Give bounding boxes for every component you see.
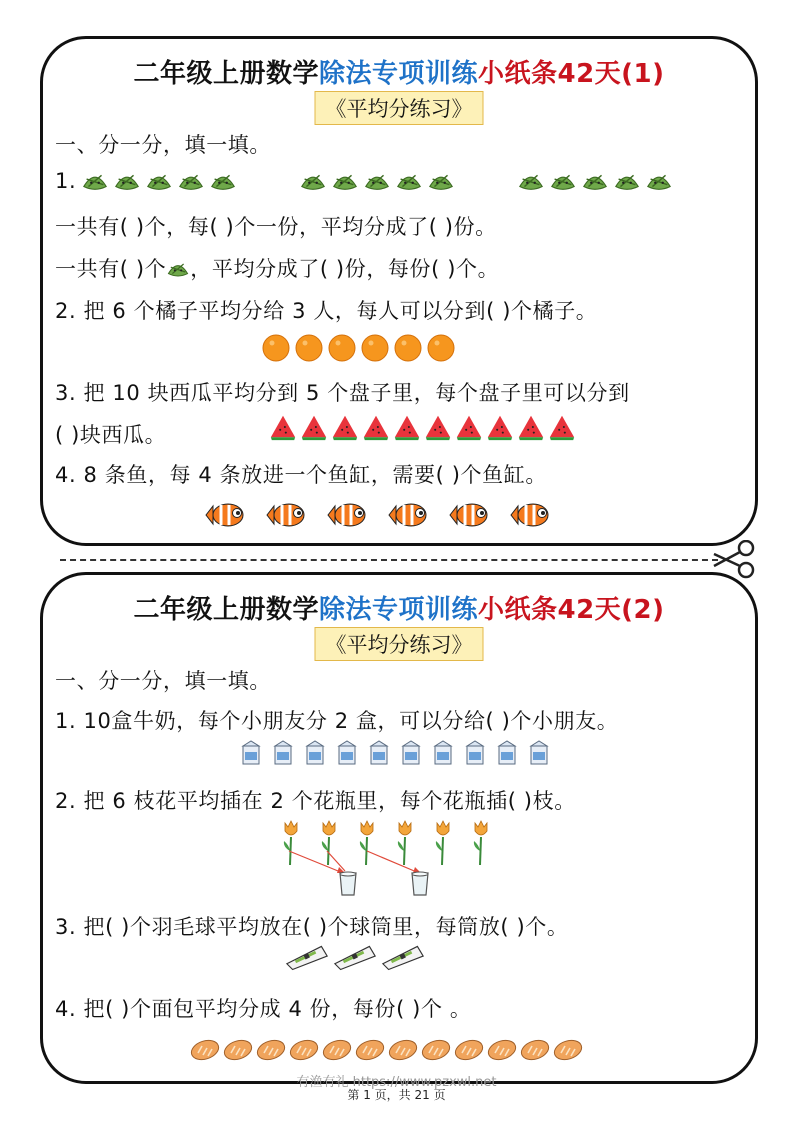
watermelon-icon (269, 413, 297, 441)
zongzi-icon (613, 166, 641, 194)
orange-row (261, 333, 456, 363)
bread-icon (222, 1037, 254, 1063)
worksheet-card-day-2 (40, 572, 758, 1084)
question-2: 2. 把 6 枝花平均插在 2 个花瓶里，每个花瓶插( )枝。 (55, 789, 576, 813)
vase-icon (337, 871, 359, 897)
question-2: 2. 把 6 个橘子平均分给 3 人，每人可以分到( )个橘子。 (55, 299, 598, 323)
orange-icon (360, 333, 390, 363)
zongzi-icon (427, 166, 455, 194)
zongzi-icon (113, 166, 141, 194)
bread-icon (453, 1037, 485, 1063)
question-4: 4. 8 条鱼，每 4 条放进一个鱼缸，需要( )个鱼缸。 (55, 463, 547, 487)
section-heading: 一、分一分，填一填。 (55, 133, 271, 157)
title-topic: 除法专项训练 (318, 595, 478, 625)
fish-icon (508, 501, 552, 529)
watermelon-icon (331, 413, 359, 441)
milk-box-icon (527, 740, 551, 766)
watermelon-row (269, 413, 576, 441)
zongzi-icon (299, 166, 327, 194)
milk-box-icon (303, 740, 327, 766)
title-day: 小纸条42天(2) (477, 595, 665, 625)
zongzi-icon (645, 166, 673, 194)
milk-box-icon (495, 740, 519, 766)
worksheet-card-day-1 (40, 36, 758, 546)
watermelon-icon (393, 413, 421, 441)
milk-row (239, 740, 551, 766)
question-1-number: 1. (55, 169, 77, 193)
zongzi-group-3 (517, 166, 673, 194)
milk-box-icon (367, 740, 391, 766)
bread-icon (387, 1037, 419, 1063)
question-1-line-1: 一共有( )个，每( )个一份，平均分成了( )份。 (55, 215, 497, 239)
zongzi-group-1 (81, 166, 237, 194)
zongzi-icon (81, 166, 109, 194)
title-grade: 二年级上册数学 (133, 595, 319, 625)
bread-icon (486, 1037, 518, 1063)
question-3: 3. 把( )个羽毛球平均放在( )个球筒里，每筒放( )个。 (55, 915, 569, 939)
fish-icon (264, 501, 308, 529)
milk-box-icon (335, 740, 359, 766)
milk-box-icon (239, 740, 263, 766)
bread-icon (255, 1037, 287, 1063)
bread-icon (420, 1037, 452, 1063)
fish-icon (447, 501, 491, 529)
fish-icon (203, 501, 247, 529)
milk-box-icon (271, 740, 295, 766)
watermelon-icon (486, 413, 514, 441)
card-title (43, 589, 755, 626)
fish-icon (386, 501, 430, 529)
tulip-icon (471, 819, 491, 865)
tube-row (283, 943, 427, 971)
watermelon-icon (517, 413, 545, 441)
section-subtitle: 《平均分练习》 (315, 627, 484, 661)
vase-icon (409, 871, 431, 897)
fish-icon (325, 501, 369, 529)
zongzi-icon (209, 166, 237, 194)
question-1-line-2 (55, 253, 499, 283)
section-heading: 一、分一分，填一填。 (55, 669, 271, 693)
zongzi-icon (517, 166, 545, 194)
bread-icon (288, 1037, 320, 1063)
watermelon-icon (455, 413, 483, 441)
zongzi-icon (166, 256, 190, 280)
zongzi-icon (549, 166, 577, 194)
title-topic: 除法专项训练 (318, 59, 478, 89)
bread-icon (552, 1037, 584, 1063)
question-1-line-2-end: ，平均分成了( )份，每份( )个。 (190, 257, 500, 281)
fish-row (203, 501, 552, 529)
cut-line (60, 559, 718, 561)
question-1: 1. 10盒牛奶，每个小朋友分 2 盒，可以分给( )个小朋友。 (55, 709, 619, 733)
orange-icon (393, 333, 423, 363)
bread-icon (354, 1037, 386, 1063)
milk-box-icon (399, 740, 423, 766)
milk-box-icon (463, 740, 487, 766)
zongzi-icon (331, 166, 359, 194)
milk-box-icon (431, 740, 455, 766)
question-3-line-2: ( )块西瓜。 (55, 423, 167, 447)
shuttlecock-tube-icon (379, 943, 427, 971)
orange-icon (327, 333, 357, 363)
footer-watermark: 有渔有礼 https://www.pzxwl.net (296, 1075, 497, 1090)
page-number: 第 1 页，共 21 页 (347, 1088, 446, 1102)
vase-row (337, 871, 431, 897)
zongzi-icon (363, 166, 391, 194)
zongzi-icon (581, 166, 609, 194)
watermelon-icon (548, 413, 576, 441)
orange-icon (261, 333, 291, 363)
watermelon-icon (300, 413, 328, 441)
bread-icon (189, 1037, 221, 1063)
zongzi-icon (395, 166, 423, 194)
bread-row (189, 1037, 584, 1063)
watermelon-icon (424, 413, 452, 441)
question-1-line-2-start: 一共有( )个 (55, 257, 167, 281)
orange-icon (294, 333, 324, 363)
title-grade: 二年级上册数学 (133, 59, 319, 89)
section-subtitle: 《平均分练习》 (315, 91, 484, 125)
card-title (43, 53, 755, 90)
orange-icon (426, 333, 456, 363)
shuttlecock-tube-icon (331, 943, 379, 971)
question-3-line-1: 3. 把 10 块西瓜平均分到 5 个盘子里，每个盘子里可以分到 (55, 381, 630, 405)
zongzi-icon (177, 166, 205, 194)
bread-icon (321, 1037, 353, 1063)
title-day: 小纸条42天(1) (477, 59, 665, 89)
zongzi-icon (145, 166, 173, 194)
shuttlecock-tube-icon (283, 943, 331, 971)
zongzi-group-2 (299, 166, 455, 194)
watermelon-icon (362, 413, 390, 441)
bread-icon (519, 1037, 551, 1063)
question-4: 4. 把( )个面包平均分成 4 份，每份( )个 。 (55, 997, 472, 1021)
